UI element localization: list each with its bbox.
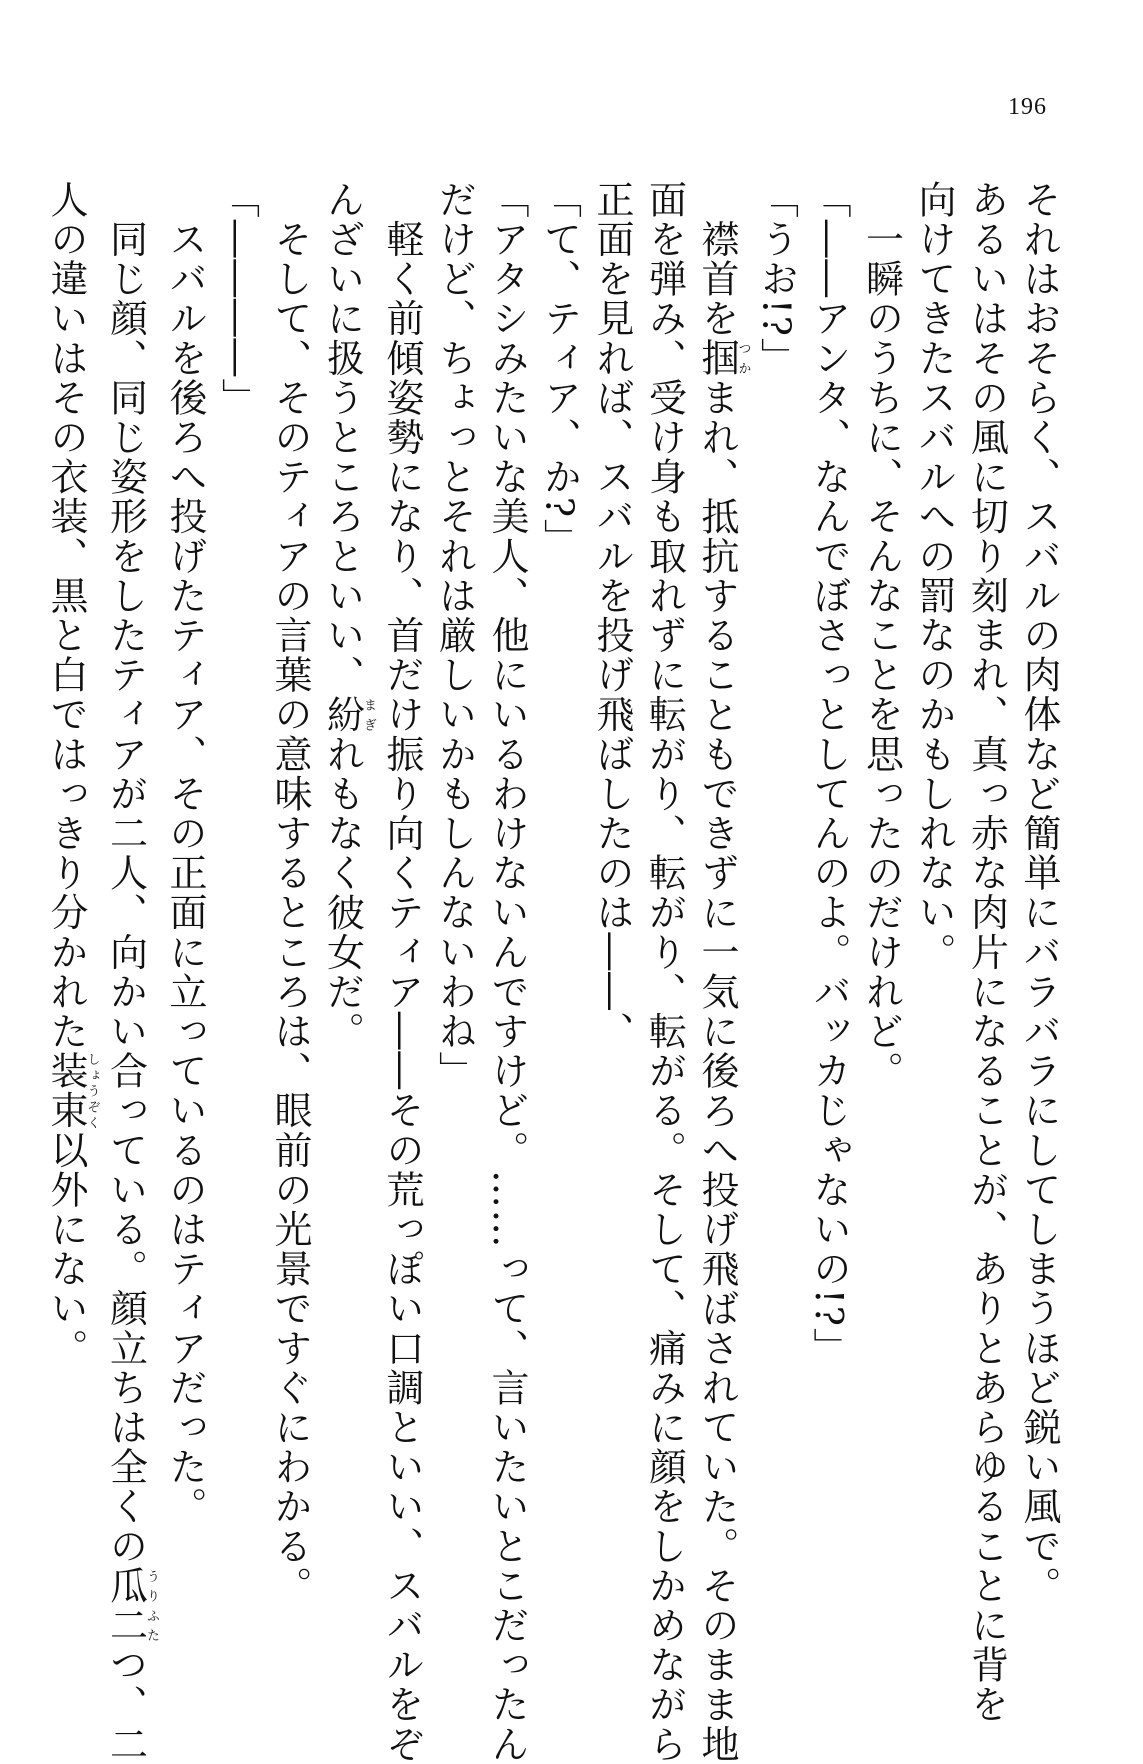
body-text [40, 180, 1066, 1764]
text-line [691, 180, 751, 1764]
text-line: だけど、ちょっとそれは厳しいかもしんないわね」 [432, 180, 477, 1091]
text-line: 面を弾み、受け身も取れずに転がり、転がり、転がる。そして、痛みに顔をしかめながら [642, 180, 687, 1764]
text-line: 正面を見れば、スバルを投げ飛ばしたのは――、 [590, 180, 634, 1052]
text-line: 「て、ティア、か?」 [537, 180, 582, 559]
text-line: そして、そのティアの言葉の意味するところは、眼前の光景ですぐにわかる。 [268, 180, 312, 1606]
text-line: 「うお!?」 [754, 180, 799, 378]
text-segment: まれ、抵抗することもできずに一気に後ろへ投げ飛ばされていた。そのまま地 [695, 378, 739, 1764]
text-line: 「――――」 [215, 180, 260, 418]
text-line: 向けてきたスバルへの罰なのかもしれない。 [912, 180, 956, 972]
ruby-annotation [320, 694, 376, 735]
text-line [99, 180, 159, 1764]
text-line: スバルを後ろへ投げたティア、その正面に立っているのはティアだった。 [163, 180, 207, 1527]
text-segment: つ、二 [103, 1645, 148, 1764]
text-line: 「――アンタ、なんでぼさっとしてんのよ。バッカじゃないの!?」 [807, 180, 851, 1368]
ruby-base: 掴 [695, 338, 739, 379]
text-line [40, 180, 100, 1670]
ruby-base: 装束 [44, 1051, 88, 1131]
text-segment: んざいに扱うところといい、 [320, 180, 365, 695]
text-line: 一瞬のうちに、そんなことを思ったのだけれど。 [859, 180, 904, 1091]
ruby-base: 瓜二 [103, 1566, 148, 1646]
text-segment: 襟首を [695, 180, 739, 339]
text-line [316, 180, 376, 1670]
text-line: それはおそらく、スバルの肉体など簡単にバラバラにしてしまうほど鋭い風で。 [1017, 180, 1061, 1606]
text-line: あるいはその風に切り刻まれ、真っ赤な肉片になることが、ありとあらゆることに背を [964, 180, 1009, 1725]
text-line: 軽く前傾姿勢になり、首だけ振り向くティア――その荒っぽい口調といい、スバルをぞ [380, 180, 424, 1764]
text-segment: 以外にない。 [44, 1130, 88, 1369]
ruby-reading: うりふた [144, 1566, 159, 1646]
ruby-base: 紛 [320, 694, 365, 735]
ruby-annotation [103, 1566, 159, 1646]
text-segment: れもなく彼女だ。 [320, 734, 365, 1052]
ruby-reading: まぎ [361, 694, 376, 735]
ruby-annotation [695, 338, 751, 379]
text-segment: 人の違いはその衣装、黒と白ではっきり分かれた [44, 180, 88, 1052]
text-segment: 同じ顔、同じ姿形をしたティアが二人、向かい合っている。顔立ちは全くの [103, 180, 148, 1566]
ruby-annotation [44, 1051, 100, 1131]
page-number: 196 [1008, 94, 1047, 120]
ruby-reading: しょうぞく [84, 1051, 100, 1131]
ruby-reading: つか [735, 338, 751, 378]
text-line: 「アタシみたいな美人、他にいるわけないんですけど。……って、言いたいとこだったん [485, 180, 529, 1764]
